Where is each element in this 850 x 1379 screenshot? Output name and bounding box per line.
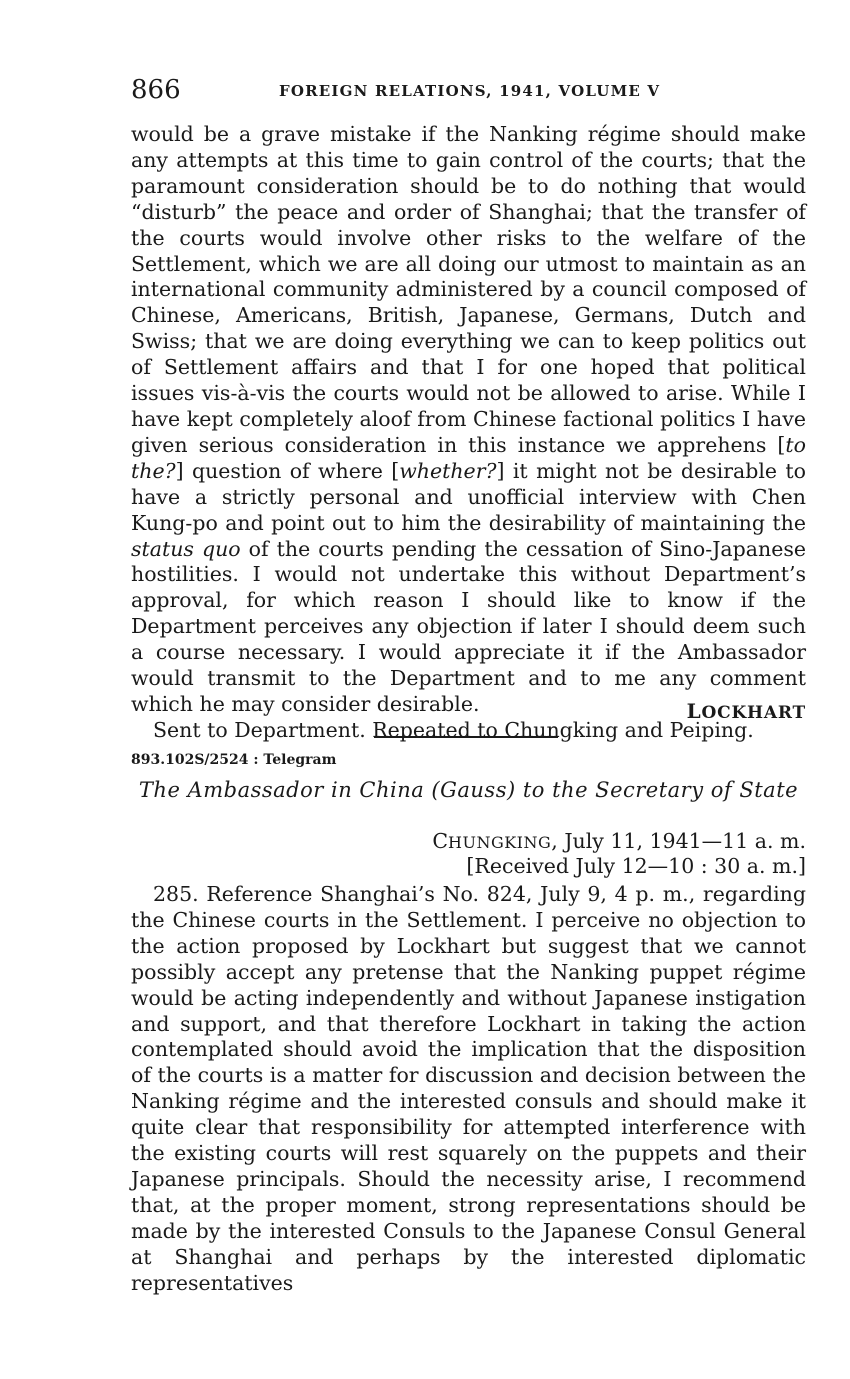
paragraph: 285. Reference Shanghai’s No. 824, July 9, 4 p. m., regarding the Chinese courts in the Settlement. I perceive no objection to the action proposed by Lockhart but suggest that we cannot possibly accept any pretense that the Nanking puppet régime would be acting independently and without Japanese instigation and support, and that therefore Lockhart in taking the action contemplated should avoid the implication that the disposition of the courts is a matter for discussion and decision between the Nanking régime and the interested consuls and should make it quite clear that responsibility for attempted interference with the existing courts will rest squarely on the puppets and their Japanese principals. Should the necessity arise, I recommend that, at the proper moment, strong representations should be made by the interested Consuls to the Japanese Consul General at Shanghai and perhaps by the interested diplomatic representatives — [131, 882, 806, 1295]
telegram-continuation-text — [131, 122, 806, 744]
signature — [687, 699, 806, 723]
place-rest: HUNGKING — [448, 833, 552, 852]
date-time: , July 11, 1941—11 a. m. — [551, 829, 806, 853]
editorial-insertion: to the? — [131, 432, 806, 483]
latin-phrase: status quo — [131, 536, 241, 561]
signature-initial: L — [686, 699, 702, 723]
page-header — [131, 75, 806, 107]
distribution-line: Sent to Department. Repeated to Chungking and Peiping. — [153, 717, 754, 742]
text-segment: ] question of where [ — [175, 458, 400, 483]
place-initial: C — [432, 829, 448, 853]
file-reference: 893.102S/2524 : Telegram — [131, 752, 337, 768]
running-head: FOREIGN RELATIONS, 1941, VOLUME V — [279, 82, 661, 100]
telegram-body — [131, 882, 806, 1297]
text-segment: would be a grave mistake if the Nanking régime should make any attempts at this time to gain control of the courts; that the paramount consideration should be to do nothing that would “disturb” the peace and order of Shanghai; that the transfer of the courts would involve other risks to the welfare of the Settlement, which we are all doing our utmost to maintain as an international community administered by a council composed of Chinese, Americans, British, Japanese, Germans, Dutch and Swiss; that we are doing everything we can to keep politics out of Settlement affairs and that I for one hoped that political issues vis-à-vis the courts would not be allowed to arise. While I have kept completely aloof from Chinese factional politics I have given serious consideration in this instance we apprehens [ — [131, 122, 806, 457]
page-number: 866 — [131, 75, 181, 105]
editorial-insertion: whether? — [399, 458, 497, 483]
section-divider — [374, 736, 558, 738]
text-segment: ] it might not be desirable to have a strictly personal and unofficial interview with Chen Kung-po and point out to him the desirability of maintaining the — [131, 458, 807, 535]
received-line: [Received July 12—10 : 30 a. m.] — [466, 854, 806, 878]
text-segment: of the courts pending the cessation of Sino-Japanese hostilities. I would not undertake this without Department’s approval, for which reason I should like to know if the Department perceives any objection if later I should deem such a course necessary. I would appreciate it if the Ambassador would transmit to the Department and to me any comment which he may consider desirable. — [131, 536, 806, 716]
document-title: The Ambassador in China (Gauss) to the Secretary of State — [138, 778, 799, 802]
dateline — [432, 828, 806, 856]
paragraph — [131, 122, 806, 718]
signature-rest: OCKHART — [701, 703, 806, 723]
